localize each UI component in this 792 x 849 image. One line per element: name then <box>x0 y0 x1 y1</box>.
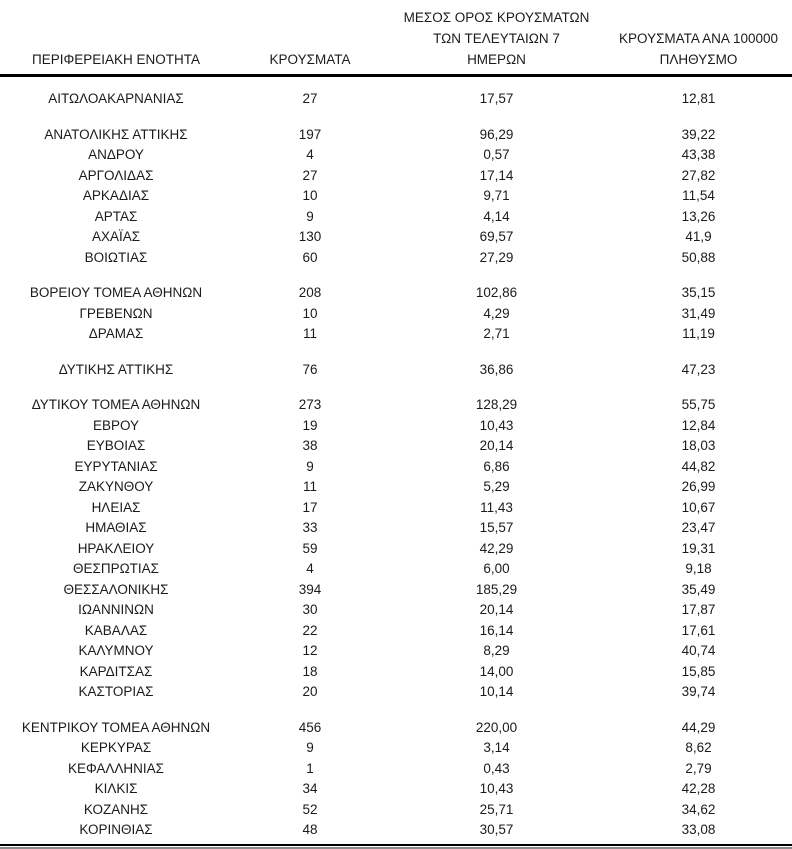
table-row <box>0 125 792 146</box>
region-name: ΖΑΚΥΝΘΟΥ <box>78 479 154 494</box>
avg7-value: 6,00 <box>483 561 510 576</box>
header-cases-label: ΚΡΟΥΣΜΑΤΑ <box>269 52 351 67</box>
per100k-value: 11,54 <box>682 188 715 203</box>
avg7-value: 10,14 <box>479 684 514 699</box>
region-name: ΚΑΡΔΙΤΣΑΣ <box>79 663 153 679</box>
cases-value: 10 <box>302 188 318 203</box>
region-group <box>0 360 792 381</box>
table-bottom-border <box>0 844 792 849</box>
avg7-value: 3,14 <box>483 740 510 755</box>
avg7-value: 17,14 <box>479 167 514 183</box>
cases-value: 197 <box>298 126 322 142</box>
table-row <box>0 145 792 166</box>
avg7-value: 69,57 <box>479 229 514 244</box>
avg7-value: 14,00 <box>479 663 514 679</box>
region-name: ΑΡΤΑΣ <box>94 208 138 224</box>
cases-value: 27 <box>302 91 318 106</box>
cases-value: 12 <box>302 643 318 658</box>
region-name: ΚΙΛΚΙΣ <box>94 781 138 796</box>
region-name: ΚΑΣΤΟΡΙΑΣ <box>78 684 154 699</box>
region-name: ΚΕΡΚΥΡΑΣ <box>80 740 152 755</box>
cases-value: 48 <box>302 822 318 837</box>
table-row <box>0 662 792 683</box>
table-row <box>0 166 792 187</box>
header-7day-average-line2: ΤΩΝ ΤΕΛΕΥΤΑΙΩΝ 7 <box>433 31 560 46</box>
cases-value: 18 <box>302 663 318 679</box>
avg7-value: 0,43 <box>483 760 510 776</box>
cases-value: 34 <box>302 781 318 796</box>
region-name: ΓΡΕΒΕΝΩΝ <box>79 305 153 321</box>
per100k-value: 27,82 <box>681 167 716 183</box>
cases-value: 4 <box>306 147 314 162</box>
per100k-value: 47,23 <box>681 361 716 377</box>
cases-value: 52 <box>302 801 318 817</box>
header-cases-per-100000 <box>605 0 792 74</box>
table-row <box>0 718 792 739</box>
cases-value: 60 <box>302 249 318 265</box>
cases-value: 20 <box>302 684 318 699</box>
table-row <box>0 324 792 345</box>
per100k-value: 17,61 <box>681 622 716 638</box>
cases-value: 11 <box>302 479 317 494</box>
cases-value: 10 <box>302 305 318 321</box>
avg7-value: 220,00 <box>475 719 518 735</box>
avg7-value: 6,86 <box>483 458 510 474</box>
header-7day-average-line1: ΜΕΣΟΣ ΟΡΟΣ ΚΡΟΥΣΜΑΤΩΝ <box>403 10 590 25</box>
region-name: ΗΡΑΚΛΕΙΟΥ <box>77 540 155 556</box>
per100k-value: 15,85 <box>681 663 716 679</box>
region-name: ΕΥΒΟΙΑΣ <box>86 438 146 453</box>
per100k-value: 12,84 <box>681 417 716 433</box>
avg7-value: 16,14 <box>479 622 514 638</box>
table-row <box>0 477 792 498</box>
cases-value: 9 <box>306 458 314 474</box>
region-name: ΑΡΚΑΔΙΑΣ <box>82 188 150 203</box>
cases-value: 273 <box>298 397 322 412</box>
avg7-value: 20,14 <box>479 438 514 453</box>
avg7-value: 0,57 <box>483 147 510 162</box>
region-name: ΑΝΑΤΟΛΙΚΗΣ ΑΤΤΙΚΗΣ <box>44 126 188 142</box>
avg7-value: 20,14 <box>479 602 514 617</box>
table-row <box>0 779 792 800</box>
per100k-value: 34,62 <box>681 801 716 817</box>
cases-value: 59 <box>302 540 318 556</box>
table-row <box>0 416 792 437</box>
cases-value: 9 <box>306 208 314 224</box>
per100k-value: 55,75 <box>681 397 716 412</box>
avg7-value: 8,29 <box>483 643 510 658</box>
cases-value: 38 <box>302 438 318 453</box>
avg7-value: 4,29 <box>483 305 510 321</box>
region-group <box>0 89 792 110</box>
region-name: ΕΥΡΥΤΑΝΙΑΣ <box>74 458 158 474</box>
region-name: ΚΕΝΤΡΙΚΟΥ ΤΟΜΕΑ ΑΘΗΝΩΝ <box>21 719 211 735</box>
region-group <box>0 283 792 345</box>
table-row <box>0 559 792 580</box>
table-row <box>0 759 792 780</box>
region-name: ΔΥΤΙΚΗΣ ΑΤΤΙΚΗΣ <box>58 361 174 377</box>
region-name: ΑΙΤΩΛΟΑΚΑΡΝΑΝΙΑΣ <box>48 91 184 106</box>
avg7-value: 36,86 <box>479 361 514 377</box>
region-name: ΚΑΒΑΛΑΣ <box>84 622 148 638</box>
cases-value: 27 <box>302 167 318 183</box>
per100k-value: 44,29 <box>681 719 716 735</box>
avg7-value: 15,57 <box>479 520 514 535</box>
table-header-row <box>0 0 792 77</box>
cases-value: 76 <box>302 361 318 377</box>
per100k-value: 8,62 <box>685 740 712 755</box>
table-row <box>0 248 792 269</box>
region-name: ΔΡΑΜΑΣ <box>88 326 144 341</box>
region-name: ΚΕΦΑΛΛΗΝΙΑΣ <box>67 760 165 776</box>
per100k-value: 44,82 <box>681 458 716 474</box>
avg7-value: 102,86 <box>475 285 518 300</box>
per100k-value: 18,03 <box>681 438 716 453</box>
per100k-value: 42,28 <box>681 781 716 796</box>
table-row <box>0 304 792 325</box>
cases-value: 30 <box>302 602 318 617</box>
per100k-value: 12,81 <box>681 91 716 106</box>
table-row <box>0 207 792 228</box>
header-cases-per-100000-line1: ΚΡΟΥΣΜΑΤΑ ΑΝΑ 100000 <box>619 31 778 46</box>
table-row <box>0 738 792 759</box>
table-row <box>0 580 792 601</box>
table-row <box>0 518 792 539</box>
table-row <box>0 820 792 841</box>
cases-value: 11 <box>302 326 317 341</box>
cases-value: 456 <box>298 719 322 735</box>
region-group <box>0 125 792 269</box>
table-row <box>0 89 792 110</box>
cases-value: 17 <box>302 499 318 515</box>
region-name: ΑΝΔΡΟΥ <box>88 147 144 162</box>
table-row <box>0 621 792 642</box>
cases-value: 1 <box>306 760 314 776</box>
region-name: ΗΛΕΙΑΣ <box>91 499 141 515</box>
avg7-value: 17,57 <box>479 91 514 106</box>
region-group <box>0 395 792 703</box>
region-name: ΗΜΑΘΙΑΣ <box>85 520 147 535</box>
per100k-value: 35,49 <box>681 581 716 597</box>
cases-value: 9 <box>306 740 314 755</box>
table-row <box>0 360 792 381</box>
table-row <box>0 600 792 621</box>
region-name: ΙΩΑΝΝΙΝΩΝ <box>78 602 154 617</box>
cases-value: 22 <box>302 622 318 638</box>
table-row <box>0 395 792 416</box>
header-7day-average-line3: ΗΜΕΡΩΝ <box>467 52 526 67</box>
region-name: ΒΟΡΕΙΟΥ ΤΟΜΕΑ ΑΘΗΝΩΝ <box>29 285 203 300</box>
avg7-value: 9,71 <box>483 188 510 203</box>
header-cases-per-100000-line2: ΠΛΗΘΥΣΜΟ <box>659 52 738 67</box>
region-name: ΑΡΓΟΛΙΔΑΣ <box>78 167 154 183</box>
per100k-value: 50,88 <box>681 249 716 265</box>
header-7day-average <box>388 0 605 74</box>
per100k-value: 40,74 <box>681 643 716 658</box>
avg7-value: 11,43 <box>480 499 513 515</box>
region-name: ΘΕΣΣΑΛΟΝΙΚΗΣ <box>63 581 169 597</box>
avg7-value: 10,43 <box>479 417 514 433</box>
cases-value: 208 <box>298 285 322 300</box>
per100k-value: 43,38 <box>681 147 716 162</box>
table-row <box>0 436 792 457</box>
avg7-value: 10,43 <box>479 781 514 796</box>
per100k-value: 39,74 <box>681 684 716 699</box>
avg7-value: 185,29 <box>475 581 518 597</box>
table-row <box>0 186 792 207</box>
per100k-value: 41,9 <box>685 229 712 244</box>
table-row <box>0 682 792 703</box>
avg7-value: 96,29 <box>479 126 514 142</box>
region-name: ΔΥΤΙΚΟΥ ΤΟΜΕΑ ΑΘΗΝΩΝ <box>31 397 201 412</box>
region-name: ΚΟΖΑΝΗΣ <box>83 801 149 817</box>
table-row <box>0 641 792 662</box>
cases-value: 130 <box>298 229 322 244</box>
region-name: ΚΟΡΙΝΘΙΑΣ <box>79 822 153 837</box>
per100k-value: 10,67 <box>681 499 716 515</box>
region-group <box>0 718 792 841</box>
avg7-value: 2,71 <box>483 326 510 341</box>
header-regional-unit <box>0 0 232 74</box>
avg7-value: 4,14 <box>483 208 510 224</box>
per100k-value: 11,19 <box>682 326 715 341</box>
per100k-value: 17,87 <box>681 602 716 617</box>
avg7-value: 5,29 <box>483 479 510 494</box>
per100k-value: 33,08 <box>681 822 716 837</box>
cases-value: 4 <box>306 561 314 576</box>
table-row <box>0 539 792 560</box>
avg7-value: 27,29 <box>479 249 514 265</box>
avg7-value: 30,57 <box>479 822 514 837</box>
region-name: ΑΧΑΪΑΣ <box>91 229 141 244</box>
cases-value: 33 <box>302 520 318 535</box>
per100k-value: 19,31 <box>681 540 716 556</box>
cases-value: 19 <box>302 417 318 433</box>
table-row <box>0 227 792 248</box>
per100k-value: 39,22 <box>681 126 716 142</box>
region-name: ΘΕΣΠΡΩΤΙΑΣ <box>72 561 160 576</box>
region-name: ΕΒΡΟΥ <box>92 417 140 433</box>
table-row <box>0 800 792 821</box>
avg7-value: 42,29 <box>479 540 514 556</box>
table-row <box>0 283 792 304</box>
per100k-value: 35,15 <box>681 285 716 300</box>
per100k-value: 23,47 <box>681 520 716 535</box>
table-body <box>0 77 792 841</box>
avg7-value: 25,71 <box>479 801 514 817</box>
per100k-value: 13,26 <box>681 208 716 224</box>
header-regional-unit-label: ΠΕΡΙΦΕΡΕΙΑΚΗ ΕΝΟΤΗΤΑ <box>31 52 201 67</box>
per100k-value: 2,79 <box>685 760 712 776</box>
header-cases <box>232 0 388 74</box>
avg7-value: 128,29 <box>475 397 518 412</box>
per100k-value: 26,99 <box>681 479 716 494</box>
per100k-value: 9,18 <box>685 561 712 576</box>
region-name: ΚΑΛΥΜΝΟΥ <box>78 643 154 658</box>
cases-value: 394 <box>298 581 322 597</box>
per100k-value: 31,49 <box>681 305 716 321</box>
region-name: ΒΟΙΩΤΙΑΣ <box>84 249 148 265</box>
table-row <box>0 457 792 478</box>
table-row <box>0 498 792 519</box>
